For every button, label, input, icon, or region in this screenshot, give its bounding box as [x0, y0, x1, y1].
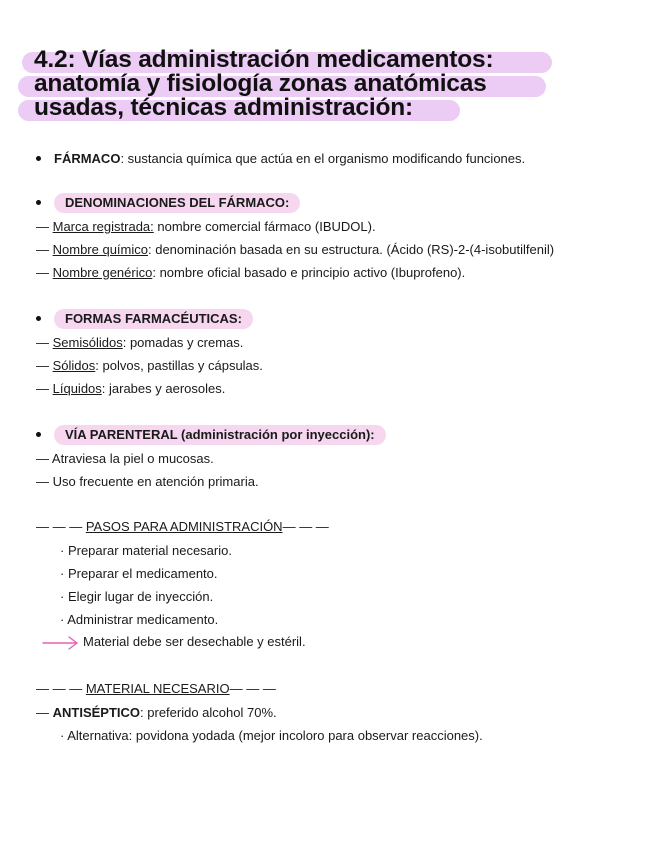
- subsection-heading-pasos: [36, 519, 329, 535]
- antiseptico-def: : preferido alcohol 70%.: [140, 705, 277, 720]
- dash-lead: — — —: [36, 681, 86, 696]
- material-heading: MATERIAL NECESARIO: [85, 681, 230, 696]
- pasos-heading: PASOS PARA ADMINISTRACIÓN: [85, 519, 283, 534]
- section-heading-denominaciones: [36, 193, 300, 213]
- title-line-1: 4.2: Vías administración medicamentos:: [34, 46, 494, 73]
- list-item: [36, 219, 376, 235]
- item-term: Nombre genérico: [52, 265, 153, 280]
- formas-heading: FORMAS FARMACÉUTICAS:: [54, 309, 253, 329]
- list-item: [36, 242, 554, 258]
- farmaco-def: : sustancia química que actúa en el organismo modificando funciones.: [120, 151, 526, 166]
- section-heading-formas: [36, 309, 253, 329]
- item-term: Semisólidos: [52, 335, 123, 350]
- dash: —: [36, 242, 49, 257]
- bullet: [36, 432, 41, 437]
- list-item: · Administrar medicamento.: [60, 612, 219, 627]
- list-item: [36, 381, 225, 397]
- list-item: [36, 335, 243, 351]
- list-item: · Elegir lugar de inyección.: [60, 589, 214, 604]
- dash: —: [36, 265, 49, 280]
- page-title: [18, 48, 638, 120]
- list-item: [36, 358, 263, 374]
- bullet: [36, 156, 41, 161]
- item-term: Sólidos: [52, 358, 96, 373]
- dash: —: [36, 358, 49, 373]
- list-item: — Atraviesa la piel o mucosas.: [36, 451, 214, 466]
- item-def: : nombre oficial basado e principio activo (Ibuprofeno).: [152, 265, 466, 280]
- item-def: : polvos, pastillas y cápsulas.: [95, 358, 263, 373]
- title-line-2: anatomía y fisiología zonas anatómicas: [34, 70, 487, 97]
- item-def: nombre comercial fármaco (IBUDOL).: [153, 219, 376, 234]
- note-line: [42, 634, 306, 651]
- bullet: [36, 316, 41, 321]
- list-item: · Preparar material necesario.: [60, 543, 232, 558]
- right-arrow-icon: [42, 634, 80, 649]
- item-def: : denominación basada en su estructura. (Ácido (RS)-2-(4-isobutilfenil): [148, 242, 555, 257]
- dash: —: [36, 381, 49, 396]
- section-heading-parenteral: [36, 425, 386, 445]
- farmaco-term: FÁRMACO: [54, 151, 121, 166]
- dash: —: [36, 219, 49, 234]
- dash-trail: — — —: [282, 519, 329, 534]
- list-item: · Preparar el medicamento.: [60, 566, 218, 581]
- subsection-heading-material: [36, 681, 276, 697]
- title-line-3: usadas, técnicas administración:: [34, 94, 413, 121]
- item-def: : jarabes y aerosoles.: [101, 381, 226, 396]
- farmaco-definition: [36, 149, 525, 169]
- dash: —: [36, 705, 53, 720]
- pasos-note: Material debe ser desechable y estéril.: [83, 634, 306, 649]
- item-def: : pomadas y cremas.: [122, 335, 244, 350]
- item-term: Nombre químico: [52, 242, 148, 257]
- item-term: Líquidos: [52, 381, 102, 396]
- antiseptico-line: [36, 705, 277, 721]
- list-item: — Uso frecuente en atención primaria.: [36, 474, 259, 489]
- list-item: [36, 265, 465, 281]
- dash: —: [36, 335, 49, 350]
- alternativa-line: · Alternativa: povidona yodada (mejor incoloro para observar reacciones).: [60, 728, 483, 743]
- parenteral-heading: VÍA PARENTERAL (administración por inyección):: [54, 425, 386, 445]
- dash-lead: — — —: [36, 519, 86, 534]
- bullet: [36, 200, 41, 205]
- item-term: Marca registrada:: [52, 219, 154, 234]
- denominaciones-heading: DENOMINACIONES DEL FÁRMACO:: [54, 193, 300, 213]
- antiseptico-term: ANTISÉPTICO: [52, 705, 141, 720]
- dash-trail: — — —: [229, 681, 276, 696]
